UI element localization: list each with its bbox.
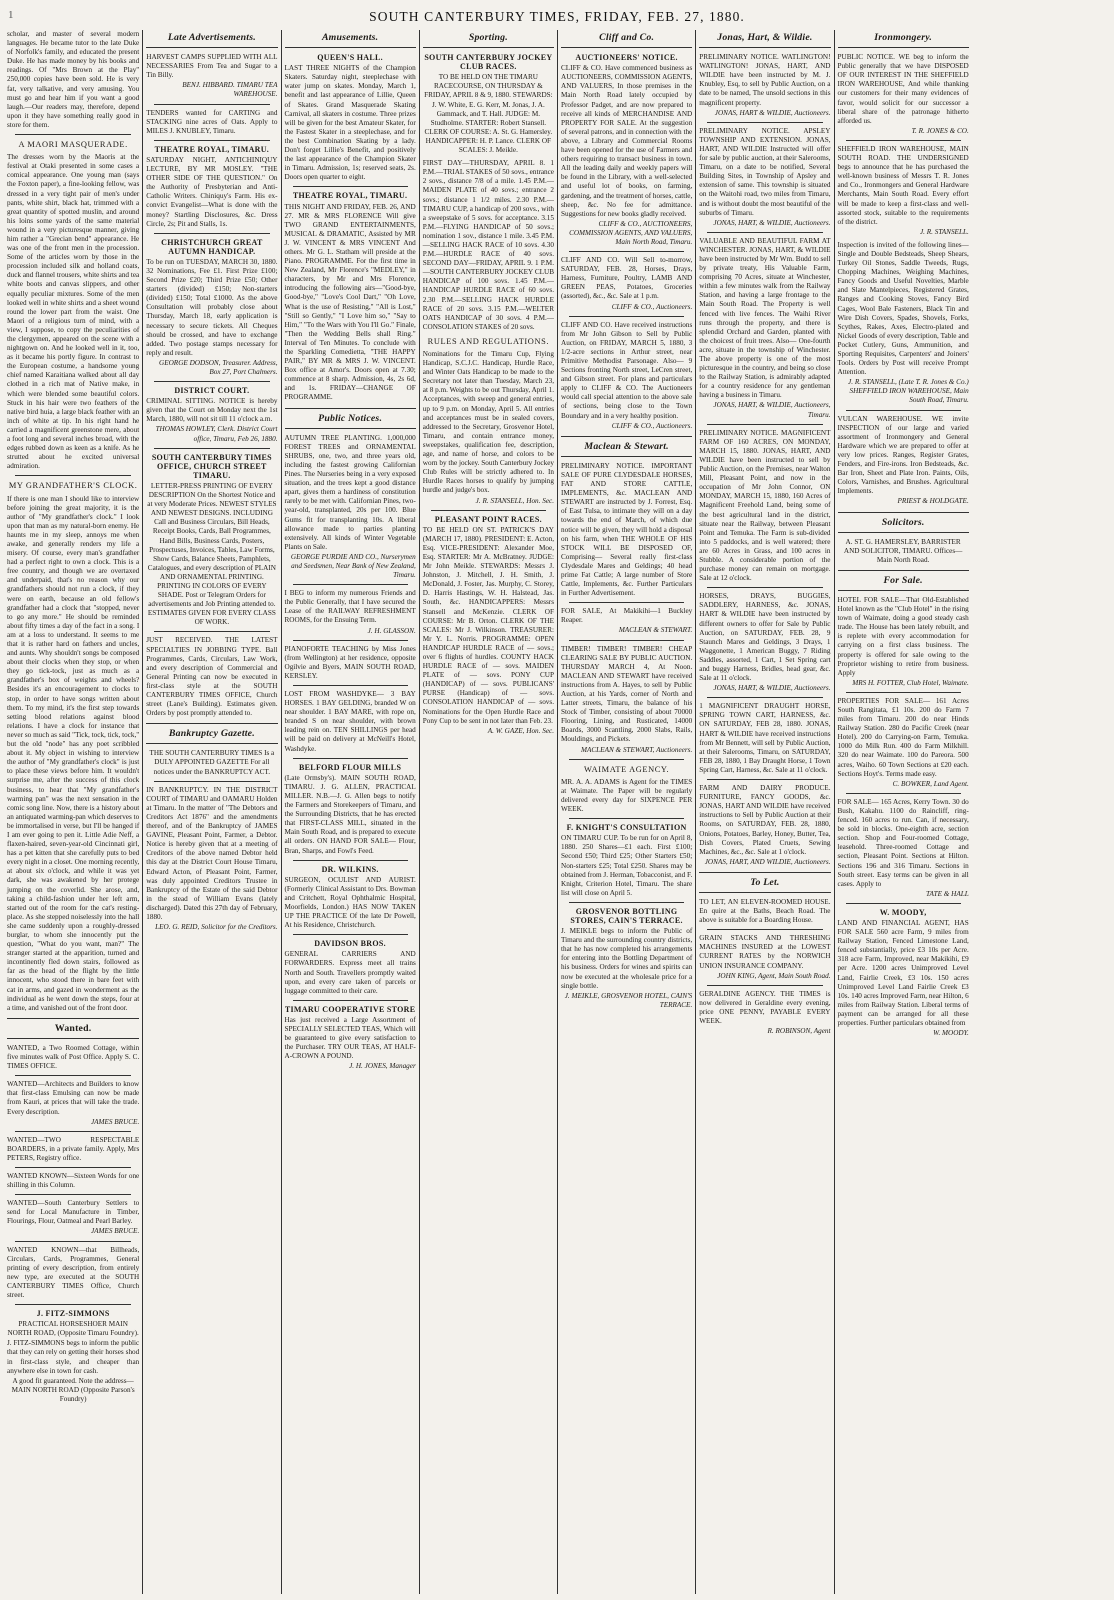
ad-text: FARM AND DAIRY PRODUCE. FURNITURE, FANCY GOODS, &c. JONAS, HART AND WILDIE have received instructions to Sell by Public Auction at their Rooms, on SATURDAY, FEB. 28, 1880, Onions, Potatoes, Barley, Honey, Butter, Tea, Dish Covers, Plated Cruets, Sewing Machines, &c., &c. Sale at 1 o'clock.: [699, 784, 831, 856]
ad-signature: J. H. GLASSON.: [367, 626, 416, 635]
ad-text: CRIMINAL SITTING. NOTICE is hereby given that the Court on Monday next the 1st March, 1880, will not sit till 11 o'clock a.m.: [146, 397, 278, 424]
ad-title: TIMARU COOPERATIVE STORE: [284, 1004, 416, 1014]
ad-signature: A. W. GAZE, Hon. Sec.: [487, 726, 554, 735]
columns: [4, 30, 1110, 1594]
divider: [146, 47, 277, 48]
classified-ad: [699, 898, 830, 925]
ad-text: VALUABLE AND BEAUTIFUL FARM AT WINCHESTER. JONAS, HART, & WILDIE have been instructed by Mr Wm. Budd to sell by private treaty, His Valuable Farm, comprising 70 Acres, situate at Winchester, within a few minutes walk from the Railway Station, and having a large frontage to the Main South Road. The Property is well fenced with live fences. The Waihi River runs through the property, and there is splendid Orchard and Garden, planted with the choicest of fruit trees. Also— One-fourth acre, situate in the township of Winchester. The above property is one of the most picturesque in the country, and being so close to the Railway Station, is admirably adapted for a country residence for any gentleman having a business in Timaru.: [699, 236, 831, 400]
section-heading: Sporting.: [468, 32, 508, 43]
classified-ad: [146, 749, 277, 776]
ad-text: THIS NIGHT AND FRIDAY, FEB. 26, AND 27. MR & MRS FLORENCE Will give TWO GRAND ENTERTAINMENTS, MUSICAL & DRAMATIC, Assisted by MR J. W. VINCENT & MRS VINCENT And others. Mr G. L. Statham will preside at the Piano. PROGRAMME. For the first time in New Zealand, Mr Florence's "MEDLEY," in characters, by Mr and Mrs Florence, introducing the following airs—"Good-bye, Good-bye," "Love's Cool Dart," "Oh Love, What is the use of Resisting," "All is Lost," "Still so Gently," "I Love him so," "Say to Him," "To the Wars with You I'll Go." Finale, "Then the Wedding Bells shall Ring." Interval of Ten Minutes. To conclude with the Sparkling Comedietta, "THE HAPPY PAIR," BY MR & MRS J. W. VINCENT. Box office at Amor's. Doors open at 7.30; commence at 8 sharp. Admission, 4s, 2s 6d, and 1s. FRIDAY—CHANGE OF PROGRAMME.: [284, 202, 416, 402]
article-heading: A MAORI MASQUERADE.: [18, 140, 128, 150]
ad-text: HARVEST CAMPS SUPPLIED WITH ALL NECESSARIES From Tea and Sugar to a Tin Billy.: [146, 53, 278, 80]
divider: [154, 781, 269, 782]
column-6: [695, 30, 833, 1594]
ad-title: W. MOODY,: [879, 907, 927, 917]
classified-ad: [561, 778, 692, 814]
divider: [838, 532, 969, 533]
classified-ad: [838, 908, 969, 1038]
divider: [293, 934, 408, 935]
ad-title: J. FITZ-SIMMONS: [36, 1309, 110, 1319]
classified-ad: [146, 786, 277, 933]
ad-text: Inspection is invited of the following lines— Single and Double Bedsteads, Sheep Shears, Turkey Oil Stones, Saddle Tweeds, Rugs, Chopping Machines, Weighing Machines, Fancy Goods and Useful Novelties, Marble and Slate Mantelpieces, Registered Grates, Ranges and Cooking Stoves, Fancy Bird Cages, Wool Bale Fasteners, Black Tin and Wire Dish Covers, Spades, Shovels, Forks, Scythes, Rakes, Axes, Electro-plated and Nickel Goods of every description, Table and Pocket Cutlery, Guns, Ammunition, and Sporting Requisites, Carpenters' and Joiners' Tools. Orders by Post will receive Prompt Attention.: [837, 240, 969, 377]
divider: [431, 510, 546, 511]
classified-ad: [7, 1172, 139, 1190]
divider: [293, 640, 408, 641]
ad-signature: JAMES BRUCE.: [90, 1227, 140, 1236]
classified-ad: [838, 538, 969, 565]
ad-title: DR. WILKINS.: [321, 864, 379, 874]
ad-signature: J. R. STANSELL, (Late T. R. Jones & Co.) SHEFFIELD IRON WAREHOUSE, Main South Road, Timaru.: [848, 378, 969, 405]
ad-signature: THOMAS HOWLEY, Clerk. District Court office, Timaru, Feb 26, 1880.: [155, 425, 278, 443]
divider: [15, 1194, 131, 1195]
classified-ad: [285, 763, 416, 856]
classified-ad: [146, 636, 277, 718]
classified-ad: [146, 109, 277, 136]
ad-subheading: WAIMATE AGENCY.: [584, 764, 670, 774]
ad-title: CHRISTCHURCH GREAT AUTUMN HANDICAP.: [161, 237, 263, 256]
ad-text: WANTED—Architects and Builders to know that first-class Emulsing can now be made from Kauri, at prices that will take the trade. Every description.: [7, 1080, 140, 1116]
ad-title: SOUTH CANTERBURY JOCKEY CLUB RACES.: [424, 53, 553, 72]
divider: [293, 584, 408, 585]
ad-signature: BENJ. HIBBARD. TIMARU TEA WAREHOUSE.: [182, 81, 278, 99]
divider: [146, 743, 277, 744]
divider: [154, 140, 269, 141]
page-number: 1: [8, 9, 14, 21]
ad-text: VULCAN WAREHOUSE. WE invite INSPECTION of our large and varied assortment of Ironmongery and General Hardware which we are prepared to offer at very low prices. Ranges, Register Grates, Fenders, and Fire-irons. Iron Bedsteads, &c. Bar Iron, Sheet and Plate Iron. Paints, Oils, Colors, Varnishes, and Brushes. Agricultural Implements.: [837, 414, 969, 496]
divider: [15, 1131, 131, 1132]
divider: [154, 104, 269, 105]
ad-signature: JONAS, HART, AND WILDIE, Auctioneers.: [704, 857, 831, 866]
ad-text: HORSES, DRAYS, BUGGIES, SADDLERY, HARNESS, &c. JONAS, HART & WILDIE have been instructed by different owners to offer for Sale by Public Auction, on SATURDAY, FEB. 28, 9 Staunch Mares and Geldings, 3 Drays, 1 Waggonette, 1 American Buggy, 7 Riding Saddles, assorted, 1 Cart, 1 Set Spring cart and buggy Harness, Bridles, head gear, &c. Sale at 11 o'clock.: [699, 592, 831, 683]
divider: [838, 47, 969, 48]
ad-text: LOST FROM WASHDYKE— 3 BAY HORSES. 1 BAY GELDING, branded W on near shoulder. 1 BAY MARE, with rope on, branded S on near shoulder, with brown leading rein on. TEN SHILLINGS per head will be paid on delivery at McNeill's Hotel, Washdyke.: [284, 690, 416, 753]
ad-text: TO LET, AN ELEVEN-ROOMED HOUSE. En quire at the Baths, Beach Road. The above is suitable for a Boarding House.: [699, 897, 831, 925]
ad-signature: GEORGE PURDIE AND CO., Nurserymen and Seedsmen, Near Bank of New Zealand, Timaru.: [290, 552, 416, 580]
divider: [154, 631, 269, 632]
section-heading: Wanted.: [54, 1022, 92, 1034]
divider: [285, 47, 416, 48]
ad-text: PRELIMINARY NOTICE. WATLINGTON! WATLINGTON! JONAS, HART, AND WILDIE have been instructed by M. J. Knubley, Esq, to sell by Public Auction, on a date to be named, The unsold sections in this magnificent property.: [699, 53, 831, 107]
ad-signature: PRIEST & HOLDGATE.: [897, 497, 969, 506]
section-heading: For Sale.: [883, 574, 923, 586]
ad-text: FIRST DAY—THURSDAY, APRIL 8. 1 P.M.—TRIAL STAKES of 50 sovs., entrance 2 sovs., distance 7/8 of a mile. 1.45 P.M.—MAIDEN PLATE of 40 sovs.; entrance 2 sovs.; distance 1 1/2 miles. 2.30 P.M.—TIMARU CUP, a handicap of 200 sovs., with a sweepstake of 5 sovs. for acceptance. 3.15 P.M.—FLYING HANDICAP of 50 sovs.; nomination 1 sov., distance 1 mile. 3.45 P.M.—SELLING HACK RACE of 10 sovs. 4.30 P.M.—HURDLE RACE of 40 sovs. SECOND DAY—FRIDAY, APRIL 9. 1 P.M.—SOUTH CANTERBURY JOCKEY CLUB HANDICAP of 100 sovs. 1.45 P.M.—HANDICAP HURDLE RACE of 60 sovs. 2.30 P.M.—SELLING HACK HURDLE RACE of 20 sovs. 3.15 P.M.—WELTER OATS HANDICAP of 30 sovs. 4 P.M.—CONSOLATION STAKES of 20 sovs.: [422, 159, 554, 331]
ad-title: QUEEN'S HALL.: [317, 53, 383, 63]
ad-text: SHEFFIELD IRON WAREHOUSE, MAIN SOUTH ROAD. THE UNDERSIGNED begs to announce that he has purchased the well-known business of Messrs T. R. Jones and Co., Ironmongers and General Hardware Merchants, Main South Road. Every effort will be made to keep a first-class and well-assorted stock, suitable to the requirements of the district.: [837, 144, 969, 226]
ad-text: ON TIMARU CUP. To be run for on April 8, 1880. 250 Shares—£1 each. First £100; Second £50; Third £25; Other Starters £50; Non-starters £25; Total £250. Shares may be obtained from J. Herman, Tobacconist, and F. Knight, Criterion Hotel, Timaru. The share list will close on April 5.: [561, 834, 693, 897]
ad-title: F. KNIGHT'S CONSULTATION: [566, 823, 687, 833]
divider: [293, 860, 408, 861]
ad-signature: R. ROBINSON, Agent: [767, 1027, 831, 1036]
divider: [707, 779, 822, 780]
divider: [285, 428, 416, 429]
ad-text: GERALDINE AGENCY. THE TIMES is now delivered in Geraldine every evening, price ONE PENNY, PAYABLE EVERY WEEK.: [699, 989, 831, 1025]
classified-ad: [838, 145, 969, 237]
ad-signature: CLIFF & CO., AUCTIONEERS, COMMISSION AGENTS, AND VALUERS, Main North Road, Timaru.: [569, 219, 693, 246]
section-heading: Jonas, Hart, & Wildie.: [717, 32, 813, 43]
ad-text: PIANOFORTE TEACHING by Miss Jones (from Wellington) at her residence, opposite Ogilvie and Byers, MAIN SOUTH ROAD, KERSLEY.: [284, 644, 416, 680]
classified-ad: [561, 607, 692, 635]
classified-ad: [285, 939, 416, 996]
ad-text: FOR SALE— 165 Acres, Kerry Town. 30 do Bush, Kakahu. 1100 do Raincliff, ring-fenced. 160 acres to run. Can, if necessary, be sold in blocks. One-eighth acre, section section. Shop and Four-roomed Cottage, leasehold. Three-roomed Cottage and section, Pleasant Point. Sections at Hilton. Sections 196 and 316 Timaru. Sections in South street. Easy terms can be given in all cases. Apply to: [837, 797, 969, 888]
divider: [846, 692, 961, 693]
ad-title: THEATRE ROYAL, TIMARU.: [154, 144, 270, 154]
ad-text: WANTED—TWO RESPECTABLE BOARDERS, in a private family. Apply, Mrs PETERS, Registry office.: [7, 1135, 140, 1162]
divider: [838, 570, 969, 571]
ad-text: GENERAL CARRIERS AND FORWARDERS. Express meet all trains North and South. Travellers promptly waited upon, and every care taken of parcels or luggage committed to their care.: [284, 950, 416, 995]
divider: [293, 1000, 408, 1001]
divider: [561, 47, 692, 48]
divider: [846, 410, 961, 411]
divider: [423, 47, 554, 48]
article-body: If there is one man I should like to interview before joining the great majority, it is the author of "My grandfather's clock." I look upon that man as my natural-born enemy. He haunts me in my sleep, annoys me when awake, and generally renders my life a misery. Of course, every man's grandfather had a perfect right to own a clock. This is a free country, and though we are overtaxed and underpaid, that's no reason why our grandfathers should not run a clock, if they were on earth, because an old fellow's grandfather had a clock that "stopped, never to go any more." He should be reminded about fifty times a day of the fact in a song. I am at a loss to understand. It seems to me that it is rather hard on fathers and uncles, and aunts. Why shouldn't songs be composed about their clocks when they stop, or when they go tick-tock, just as much as a grandfather's box of weights and wheels? Besides it's an encouragement to clocks to stop, in order to have songs written about them. To my mind, it's the first step towards setting blood relations against blood relations. I have a clock for instance that never so much as said "Tick, tock, tick, tock," but the old "node" has any poet scribbled about it. My object in wishing to interview the author of "My grandfather's clock" is just to place these views before him. It wouldn't surprise me, after the success of this clock business, to hear that "My grandfather's warming pan" was the next sensation in the comic song line. Now, there is a history about an antiquated warming-pan which deserves to be immortalised in verse, but I'll be hanged if I am ever going to pen it. Little Adie Neff, a flaxen-haired, seven-year-old Cincinnati girl, has a pet kitten that she carefully puts to bed every night in a closet. One morning recently, at about six o'clock, and while it was yet dark, she was awakened by her protege jumping on the coverlid. She arose, and, taking a child-fashion under her left arm, started out of the room for the cat's resting-place. As she stepped noiselessly into the hall she came suddenly upon a roughly-dressed burglar, to whom she innocently put the question, "What do you want, man?" The stranger started at the apparition, turned and incontinently fled down stairs, followed as far as the head of the flight by the little innocent, who stood there in bare feet with cat in arms, and gazed in wonderment as the individual as he went down the steps, four at a time, and vanished out of the front door.: [7, 494, 140, 1012]
divider: [707, 122, 822, 123]
ad-text: LAST THREE NIGHTS of the Champion Skaters. Saturday night, steeplechase with water jump on skates. Monday, March 1, benefit and last appearance of Lillie, Queen of Skates. Grand Masquerade Skating Carnival, all skaters in costume. Three prizes will be given for the best Amateur Skater, for the Fastest Skater in a steeplechase, and for the best Combination Skating by a lady. Don't forget Lillie's Benefit, and positively the last appearance of the Champion Skater in Timaru. Admission, 1s; reserved seats, 2s. Doors open quarter to eight.: [284, 64, 416, 182]
ad-text: SATURDAY NIGHT, ANTICHINIQUY LECTURE, BY MR MOSLEY. "THE OTHER SIDE OF THE QUESTION." On the Authority of Presbyterian and Anti-Catholic Writers. Chiniquy's Farm. His ex-convict Evangelist—What is done with the money? Startling Disclosures, &c. Dress Circle, 2s; Pit and Stalls, 1s.: [146, 155, 278, 228]
ad-signature: JONAS, HART, & WILDIE, Auctioneers.: [713, 684, 831, 693]
ad-signature: GEORGE DODSON, Treasurer. Address, Box 27, Port Chalmers.: [159, 358, 278, 376]
ad-text: TENDERS wanted for CARTING and STACKING nine acres of Oats. Apply to MILES J. KNUBLEY, Timaru.: [146, 108, 278, 135]
ad-signature: MACLEAN & STEWART, Auctioneers.: [581, 745, 693, 754]
ad-text: PUBLIC NOTICE. WE beg to inform the Public generally that we have DISPOSED OF OUR INTEREST IN THE SHEFFIELD IRON WAREHOUSE, And while thanking our customers for their many evidences of favor, would solicit for our successor a liberal share of the patronage hitherto afforded us.: [837, 53, 969, 125]
divider: [707, 424, 822, 425]
ad-text: TO BE HELD ON THE TIMARU RACECOURSE, ON THURSDAY & FRIDAY, APRIL 8 & 9, 1880. STEWARDS: J. W. White, E. G. Kerr, M. Jonas, J. A. Gammack, and T. Hall. JUDGE: M. Studholme. STARTER: Robert Stansell. CLERK OF COURSE: A. St. G. Hamersley. HANDICAPPER: H. P. Lance. CLERK OF SCALES: J. Meikle.: [424, 73, 553, 155]
divider: [15, 1075, 131, 1076]
divider: [707, 985, 822, 986]
ad-title: DAVIDSON BROS.: [314, 939, 386, 949]
divider: [699, 47, 830, 48]
ad-text: WANTED KNOWN—that Billheads, Circulars, Cards, Programmes, General printing of every description, from entirely new type, are executed at the SOUTH CANTERBURY TIMES Office, Church street.: [7, 1245, 140, 1299]
ad-text: LAND AND FINANCIAL AGENT, HAS FOR SALE 560 acre Farm, 9 miles from Railway Station, Fenced Limestone Land, fenced substantially, price £3 10s per Acre. 318 acre Farm, Improved, near Makikihi, £9 per Acre. 1200 acres Unimproved Level Land, Fairlie Creek, £3 10s. 150 acres Unimproved Level Land Fairlie Creek £3 10s. 140 acres Improved Farm, near Hilton, 6 miles from Railway Station. Liberal terms of payment can be arranged for all these properties. Further particulars obtained from: [837, 918, 969, 1027]
divider: [7, 1018, 139, 1019]
divider: [293, 186, 408, 187]
ad-text: To be run on TUESDAY, MARCH 30, 1880. 32 Nominations, Fee £1. First Prize £100; Second Prize £20; Third Prize £50; Other starters (divided) £150; Non-starters (divided) £150; Total £1000. As the above Consultation will probably close about Thursday, March 18, early application is necessary to secure tickets. All Cheques should be crossed, and have to exchange added. Two postage stamps necessary for reply and result.: [146, 257, 278, 357]
divider: [7, 1038, 139, 1039]
ad-signature: JOHN KING, Agent, Main South Road.: [717, 971, 831, 980]
classified-ad: [423, 350, 554, 506]
classified-ad: [561, 907, 692, 1010]
ad-text: SURGEON, OCULIST AND AURIST. (Formerly Clinical Assistant to Drs. Bowman and Critchett, Royal Ophthalmic Hospital, Moorfields, London.) HAS NOW TAKEN UP THE PRACTICE Of the late Dr Powell, At his Residence, Christchurch.: [284, 875, 416, 930]
ad-subtitle: PRACTICAL HORSESHOER MAIN NORTH ROAD, (Opposite Timaru Foundry).: [7, 1320, 139, 1338]
ad-text: FOR SALE, At Makikihi—1 Buckley Reaper.: [561, 607, 693, 625]
section-heading: Maclean & Stewart.: [584, 440, 669, 452]
ad-signature: J. H. JONES, Manager: [349, 1062, 416, 1071]
ad-text: I BEG to inform my numerous Friends and the Public Generally, that I have secured the Lease of the RAILWAY REFRESHMENT ROOMS, for the Ensuing Term.: [284, 589, 416, 625]
divider: [699, 872, 830, 873]
classified-ad: [838, 596, 969, 688]
ad-title: AUCTIONEERS' NOTICE.: [575, 53, 678, 63]
column-3: [281, 30, 419, 1594]
ad-text: LETTER-PRESS PRINTING OF EVERY DESCRIPTION On the Shortest Notice and at very Moderate Prices. NEWEST STYLES AND NEWEST DESIGNS. INCLUDING Call and Business Circulars, Bill Heads, Receipt Books, Cards, Ball Programmes, Hand Bills, Business Cards, Posters, Prospectuses, Invoices, Tables, Law Forms, Show Cards, Balance Sheets, Pamphlets, Catalogues, and every description of PLAIN AND ORNAMENTAL PRINTING. PRINTING IN COLORS OF EVERY SHADE. Post or Telegram Orders for advertisements and Job Printing attended to. ESTIMATES GIVEN FOR EVERY CLASS OF WORK.: [147, 481, 277, 627]
ad-text: JUST RECEIVED. THE LATEST SPECIALTIES IN JOBBING TYPE. Ball Programmes, Cards, Circulars, Law Work, and every description of Commercial and General Printing can now be executed in first-class style at the SOUTH CANTERBURY TIMES OFFICE, Church street (Lane's Building). Estimates given. Orders by post promptly attended to.: [146, 636, 278, 718]
ad-title: SOUTH CANTERBURY TIMES OFFICE, CHURCH STREET TIMARU.: [151, 452, 272, 480]
ad-text: AUTUMN TREE PLANTING. 1,000,000 FOREST TREES and ORNAMENTAL SHRUBS, one, two, and three years old, including the fastest growing Californian Pines. The Nurseries being in a very exposed situation, and the trees kept a good distance apart, gives them a hardiness of constitution rarely to be met with. Californian Pines, two-year-old, transplanted, 20s per 100. Blue Gums fit for transplanting 10s. A liberal allowance made to parties planting extensively. All kinds of Winter Vegetable Plants on Sale.: [284, 433, 416, 551]
ad-signature: CLIFF & CO., Auctioneers.: [611, 302, 693, 311]
ad-signature: T. R. JONES & CO.: [911, 126, 969, 135]
classified-ad: [561, 53, 692, 247]
ad-text: Nominations for the Timaru Cup, Flying Handicap, S.C.J.C. Handicap, Hurdle Race, and Winter Oats Handicap to be made to the Secretary not later than Tuesday, March 23, at 8 p.m. Weights to be out Thursday, April 1. Acceptances, with sweep and general entries, up to 9 p.m. on Monday, April 5. All entries and acceptances must be in sealed covers, addressed to the Secretary, Grosvenor Hotel, Timaru, and contain entrance money, sweepstakes, qualification fee, description, age, and name of horse, and colors to be worn by the jockey. South Canterbury Jockey Club Rules will be strictly adhered to. In Hurdle Races horses to qualify by jumping hurdle and judge's box.: [422, 350, 554, 495]
classified-ad: [699, 429, 830, 584]
divider: [707, 587, 822, 588]
classified-ad: [285, 191, 416, 402]
classified-ad: [699, 127, 830, 228]
classified-ad: [561, 645, 692, 755]
ad-signature: J. R. STANSELL.: [919, 227, 969, 236]
ad-text: WANTED, a Two Roomed Cottage, within five minutes walk of Post Office. Apply S. C. TIMES OFFICE.: [7, 1043, 140, 1071]
ad-signature: J. MEIKLE, GROSVENOR HOTEL, CAIN'S TERRACE.: [564, 991, 693, 1009]
classified-ad: [285, 865, 416, 931]
ad-footer: A good fit guaranteed. Note the address— MAIN NORTH ROAD (Opposite Parson's Foundry): [11, 1376, 135, 1403]
classified-ad: [699, 53, 830, 118]
classified-ad: [561, 462, 692, 598]
column-1: [4, 30, 142, 1594]
ad-signature: JONAS, HART, & WILDIE, Auctioneers.: [713, 218, 831, 227]
ad-text: J. MEIKLE begs to inform the Public of Timaru and the surrounding country districts, that he has now completed his arrangements for entering into the Bottling Department of his business. Orders for wines and spirits can now be executed at the wholesale price for a single bottle.: [561, 927, 693, 990]
ad-signature: J. R. STANSELL, Hon. Sec.: [475, 496, 554, 505]
ad-title: GROSVENOR BOTTLING STORES, CAIN'S TERRACE.: [570, 906, 683, 925]
classified-ad: [285, 1005, 416, 1072]
classified-ad: [699, 592, 830, 693]
ad-text: HOTEL FOR SALE—That Old-Established Hotel known as the "Club Hotel" in the rising town of Waimate, doing a good steady cash trade. The House has been lately rebuilt, and is replete with every accommodation for carrying on a first class business. The property is offered for sale owing to the Proprietor wishing to retire from business. Apply: [837, 595, 969, 677]
ad-title: THEATRE ROYAL, TIMARU.: [292, 191, 408, 201]
divider: [154, 381, 269, 382]
divider: [846, 793, 961, 794]
classified-ad: [561, 321, 692, 431]
race-programme: [423, 159, 554, 332]
ad-title: BELFORD FLOUR MILLS: [299, 762, 402, 772]
article-body: The dresses worn by the Maoris at the festival at Otaki presented in some cases a comical appearance. One young man (says the Foxton paper), a fine-looking fellow, was dressed in a very tight pair of men's under pants, white shirt, black hat, trimmed with a great quantity of spotted muslin, and around his loins some yards of the same material wound in a very picturesque manner, giving him rather a "Grecian bend" appearance. He was one of the front men in the procession. Some of the articles worn by those in the procession included silk and holland coats, duck and flannel trousers, white shirts and tea white boots and canvas slippers, and other equally peculiar mixtures. Some of the men looked well in white shirts and a sheet wound round the lower part from the waist. One Maori of a religious turn of mind, with a view, I suppose, to copy the peculiarities of the clergymen, appeared on the scene with a nightgown on. And he looked well in it, too, as it became his portly figure. In contrast to the European costume, a handsome young chief named Karaitiana walked about all day clothed in a rich mat of Native make, in which were blended some beautiful colors. Stuck in his hair were two feathers of the native bird huia, a large black feather with an inch of white at tip. In his right hand he carried a magnificent greenstone mere, about a foot long and several inches broad, with the edges rubbed down as keen as a knife. As he strutted about he excited universal admiration.: [7, 153, 140, 471]
classified-ad: [561, 256, 692, 312]
ad-text: (Late Ormsby's). MAIN SOUTH ROAD, TIMARU. J. G. ALLEN, PRACTICAL MILLER. N.B.—J. G. Allen begs to notify the Farmers and Storekeepers of Timaru, and the Surrounding Districts, that he has erected that FIRST-CLASS MILL, situated in the Main South Road, and is prepared to execute all orders. ON HAND FOR SALE— Flour, Bran, Sharps, and Fowl's Feed.: [284, 773, 416, 855]
ad-signature: TATE & HALL: [926, 889, 969, 898]
classified-ad: [285, 589, 416, 635]
divider: [15, 134, 131, 135]
divider: [154, 233, 269, 234]
masthead: SOUTH CANTERBURY TIMES, FRIDAY, FEB. 27, 1880.: [369, 9, 745, 24]
article-heading: MY GRANDFATHER'S CLOCK.: [8, 481, 138, 491]
divider: [707, 697, 822, 698]
ad-text: WANTED KNOWN—Sixteen Words for one shilling in this Column.: [7, 1171, 140, 1190]
ad-text: WANTED—South Canterbury Settlers to send for Local Manufacture in Timber, Flourings, Flour, Oatmeal and Pearl Barley.: [7, 1199, 140, 1226]
classified-ad: [285, 690, 416, 754]
classified-ad: [146, 386, 277, 444]
classified-ad: [146, 145, 277, 229]
section-heading: Late Advertisements.: [167, 32, 256, 43]
classified-ad: [838, 241, 969, 406]
article-continuation: scholar, and master of several modern languages. He became tutor to the late Duke of Norfolk's family, and educated the present Duke. He has made money by his books and readings. Of "Mrs Brown at the Play" 250,000 copies have been sold. He is very fat, very talkative, and very amusing. You must go and hear him if you want a good laugh.—Our readers may, therefore, depend upon it they have something really good in store for them.: [7, 30, 140, 129]
section-heading: Cliff and Co.: [599, 32, 655, 43]
ad-signature: MACLEAN & STEWART.: [618, 626, 693, 635]
divider: [838, 512, 969, 513]
divider: [561, 456, 692, 457]
divider: [569, 759, 684, 760]
divider: [569, 818, 684, 819]
ad-text: PRELIMINARY NOTICE. MAGNIFICENT FARM OF 160 ACRES, ON MONDAY, MARCH 15, 1880. JONAS, HART, AND WILDIE have been instructed to sell by Public Auction, on the Premises, near Walton Mill, Pleasant Point, and now in the occupation of Mr John Connor, ON MONDAY, MARCH 15, 1880, 160 Acres of Magnificent Freehold Land, being some of the best agricultural land in the district, situate near the Railway, between Pleasant Point and Temuka. The Farm is sub-divided into 5 paddocks, and is well watered; there are 60 Acres in Grass, and 100 acres in Stubble. A considerable portion of the purchase money can remain on mortgage. Sale at 12 o'clock.: [699, 428, 831, 583]
classified-ad: [7, 1136, 139, 1163]
ad-text: TO BE HELD ON ST. PATRICK'S DAY (MARCH 17, 1880). PRESIDENT: E. Acton, Esq. VICE-PRESIDENT: Alexander Moe, Esq. STARTER: Mr A. McBratney. JUDGE: Mr John Meikle. STEWARDS: Messrs J. Johnston, J. Mitchell, J. H. Smith, J. McDonald, J. Foster, Jas. Murphy, C. Storey, D. Harris Hastings, W. H. Halstead, Jas. South, &c. HANDICAPPERS: Messrs Stansell and McKenzie. CLERK OF COURSE: Mr B. Orton. CLERK OF THE SCALES: Mr J. Wilkinson. TREASURER: Mr Y. L. Norris. PROGRAMME: OPEN HANDICAP HURDLE RACE of — sovs.; over 6 flights of hurdles. COUNTY HACK HURDLE RACE of — sovs. MAIDEN PLATE of — sovs. PONY CUP (HANDICAP) of — sovs. PUBLICANS' PURSE (Handicap) of — sovs. CONSOLATION HANDICAP of — sovs. Nominations for the Open Hurdle Race and Pony Cup to be sent in not later than Feb. 23.: [422, 525, 554, 725]
divider: [569, 640, 684, 641]
divider: [846, 903, 961, 904]
ad-text: TIMBER! TIMBER! TIMBER! CHEAP CLEARING SALE BY PUBLIC AUCTION. THURSDAY MARCH 4, At Noon. MACLEAN AND STEWART have received instructions from A. Hayes, to sell by Public Auction, at his Yards, corner of North and Latter streets, Timaru, the balance of his Stock of Timber, consisting of about 70000 Flooring, Lining, and Rusticated, 14000 Boards, 3000 Scantling, 2000 Slabs, Rails, Mouldings, and Pickets.: [561, 644, 693, 744]
classified-ad: [561, 823, 692, 898]
classified-ad: [838, 53, 969, 136]
ad-text: Has just received a Large Assortment of SPECIALLY SELECTED TEAS, Which will be guaranteed to give every satisfaction to the Purchaser. TRY OUR TEAS, AT HALF-A-CROWN A POUND.: [284, 1015, 416, 1061]
section-heading: Bankruptcy Gazette.: [168, 728, 255, 740]
divider: [285, 408, 416, 409]
ad-signature: JONAS, HART & WILDIE, Auctioneers.: [714, 108, 831, 117]
divider: [293, 758, 408, 759]
classified-ad: [838, 697, 969, 789]
divider: [15, 1241, 131, 1242]
divider: [569, 902, 684, 903]
divider: [699, 892, 830, 893]
divider: [707, 929, 822, 930]
ad-signature: CLIFF & CO., Auctioneers.: [611, 421, 693, 430]
ad-text: PROPERTIES FOR SALE— 161 Acres South Rangitata, £1 10s. 200 do Farm 7 miles from Timaru. 200 do near Hinds Railway Station. 280 do Pacific Creek (near Hotel). 200 do Carrying-on Farm, Temuka. 1000 do Milk Run. 400 do Farm Milkhill. 320 do near Waimate. 100 do Pareora. 500 acres, Waiho. 60 Town Sections at £20 each. Sections Hoyt's. Terms made easy.: [837, 696, 969, 778]
ad-text: IN BANKRUPTCY. IN THE DISTRICT COURT of TIMARU and OAMARU Holden at Timaru. In the matter of "The Debtors and Creditors Act 1876" and the amendments thereof, and of the Bankruptcy of JAMES GAVINE, Pleasant Point, Farmer, a Debtor. Notice is hereby given that at a meeting of Creditors of the above named Debtor held this day at the District Court House Timaru, Edward Acton, of Pleasant Point, Farmer, was duly appointed Creditors Trustee in Bankruptcy of the Estate of the said Debtor in the stead of William Evans (lately discharged). Dated this 27th day of February, 1880.: [146, 785, 278, 921]
ad-text: GRAIN STACKS AND THRESHING MACHINES INSURED at the LOWEST CURRENT RATES by the NORWICH UNION INSURANCE COMPANY.: [699, 934, 831, 970]
divider: [15, 1167, 131, 1168]
classified-ad: [146, 53, 277, 99]
divider: [293, 685, 408, 686]
column-4: [419, 30, 557, 1594]
ad-text: A. ST. G. HAMERSLEY, BARRISTER AND SOLICITOR, TIMARU. Offices—Main North Road.: [843, 537, 963, 564]
classified-ad: [699, 237, 830, 420]
classified-ad: [285, 434, 416, 581]
column-2: [142, 30, 280, 1594]
section-heading: Amusements.: [321, 32, 379, 43]
classified-ad: [7, 1044, 139, 1071]
divider: [569, 602, 684, 603]
divider: [15, 1304, 131, 1305]
divider: [838, 590, 969, 591]
ad-signature: JONAS, HART, & WILDIE, Auctioneers, Timaru.: [713, 401, 831, 419]
column-7: [834, 30, 972, 1594]
ad-text: PRELIMINARY NOTICE. IMPORTANT SALE OF PURE CLYDESDALE HORSES, FAT AND STORE CATTLE, IMPLEMENTS, &c. MACLEAN AND STEWART are instructed by J. Forrest, Esq. of East Tulsa, to intimate they will on a day towards the end of March, of which due notice will be given, they will hold a disposal on his farm, when THE WHOLE OF HIS STOCK WILL BE DISPOSED OF, Comprising— Several really first-class Clydesdale Mares and Geldings; 40 head prime Fat Cattle; A large number of Store Cattle, Implements, &c. Further Particulars in Further Advertisement.: [561, 461, 693, 598]
divider: [846, 140, 961, 141]
ad-text: CLIFF AND CO. Will Sell to-morrow, SATURDAY, FEB. 28, Horses, Drays, Harness, Furniture, Poultry, LAMB AND GREEN PEAS, Potatoes, Groceries (assorted), &c., &c. Sale at 1 p.m.: [561, 256, 693, 301]
section-heading: Solicitors.: [881, 516, 925, 528]
ad-title: DISTRICT COURT.: [174, 386, 250, 396]
classified-ad: [699, 784, 830, 867]
ad-signature: W. MOODY.: [933, 1029, 969, 1038]
classified-ad: [699, 990, 830, 1036]
ad-text: MR. A. A. ADAMS is Agent for the TIMES at Waimate. The Paper will be regularly delivered every day for SIXPENCE PER WEEK.: [561, 777, 693, 814]
ad-text: 1 MAGNIFICENT DRAUGHT HORSE, SPRING TOWN CART, HARNESS, &c. ON SATURDAY, FEB 28, 1880. JONAS, HART & WILDIE have received instructions from Mr Bennett, will sell by Public Auction, at their Salerooms, Timaru, on SATURDAY, FEB 28, 1880, 1 Bay Draught Horse, 1 Town Spring Cart, Harness, &c. Sale at 11 o'clock.: [699, 702, 831, 774]
divider: [15, 475, 131, 476]
classified-ad: [146, 238, 277, 377]
ad-text: PRELIMINARY NOTICE. APSLEY TOWNSHIP AND EXTENSION. JONAS, HART, AND WILDIE Instructed will offer for sale by public auction, at their Salerooms, Timaru, on a date to be notified, Several Building Sites, in Township of Apsley and extension of same. This township is situated on the Waitohi road, two miles from Timaru, and is without doubt the most beautiful of the suburbs of Timaru.: [699, 126, 831, 217]
divider: [707, 232, 822, 233]
ad-signature: MRS H. FOTTER, Club Hotel, Waimate.: [852, 678, 969, 687]
divider: [146, 723, 277, 724]
classified-ad: [699, 702, 830, 775]
divider: [569, 251, 684, 252]
classified-ad: [838, 798, 969, 899]
divider: [154, 448, 269, 449]
classified-ad: [7, 1199, 139, 1236]
ad-text: J. FITZ-SIMMONS begs to inform the public that they can rely on getting their horses shod in first-class style, and cheaper than anywhere else in town for cash.: [7, 1339, 140, 1375]
ad-text: CLIFF & CO. Have commenced business as AUCTIONEERS, COMMISSION AGENTS, AND VALUERS, In those premises in the Main North Road lately occupied by Professor Padget, and are now prepared to receive all kinds of MERCHANDISE AND PROPERTY FOR SALE. At the suggestion of several patrons, and in connection with the above, a Library and Commercial Rooms have been opened for the use of Farmers and others requiring to transact business in town. All the leading daily and weekly papers will be found in the Library, with a well-selected and useful lot of books, on farming, gardening, and the treatment of horses, cattle, sheep, &c. No fee for admittance. Suggestions for new books gladly received.: [561, 64, 693, 218]
ad-text: THE SOUTH CANTERBURY TIMES Is a DULY APPOINTED GAZETTE For all notices under the BANKRUPTCY ACT.: [149, 749, 275, 776]
classified-ad: [838, 415, 969, 507]
ad-signature: LEO. G. REID, Solicitor for the Creditors.: [155, 923, 278, 932]
section-heading: Ironmongery.: [874, 32, 933, 43]
section-heading: To Let.: [750, 876, 780, 888]
divider: [561, 436, 692, 437]
ad-title: PLEASANT POINT RACES.: [434, 514, 542, 524]
ad-signature: C. BOWKER, Land Agent.: [892, 779, 969, 788]
classified-ad: [7, 1246, 139, 1301]
column-5: [557, 30, 695, 1594]
classified-ad: [285, 645, 416, 681]
section-heading: Public Notices.: [318, 412, 383, 424]
divider: [569, 316, 684, 317]
ad-text: CLIFF AND CO. Have received instructions from Mr John Gibson to Sell by Public Auction, on FRIDAY, MARCH 5, 1880, 3 1/2-acre sections in Arthur street, near Primitive Methodist Parsonage. Also— 9 Sections fronting North street, LeCren street, and Gibson street. For plans and particulars apply to CLIFF & CO. The Auctioneers would call special attention to the above sale of sections, being close to the Town Boundary and in a very healthy position.: [561, 320, 693, 420]
classified-ad: [699, 934, 830, 980]
classified-ad: [285, 53, 416, 182]
ad-subheading: RULES AND REGULATIONS.: [427, 336, 550, 346]
classified-ad: [146, 453, 277, 628]
classified-ad: [7, 1080, 139, 1126]
ad-signature: JAMES BRUCE.: [90, 1117, 140, 1126]
classified-ad: [423, 53, 554, 155]
classified-ad: [7, 1309, 139, 1404]
classified-ad: [423, 515, 554, 736]
